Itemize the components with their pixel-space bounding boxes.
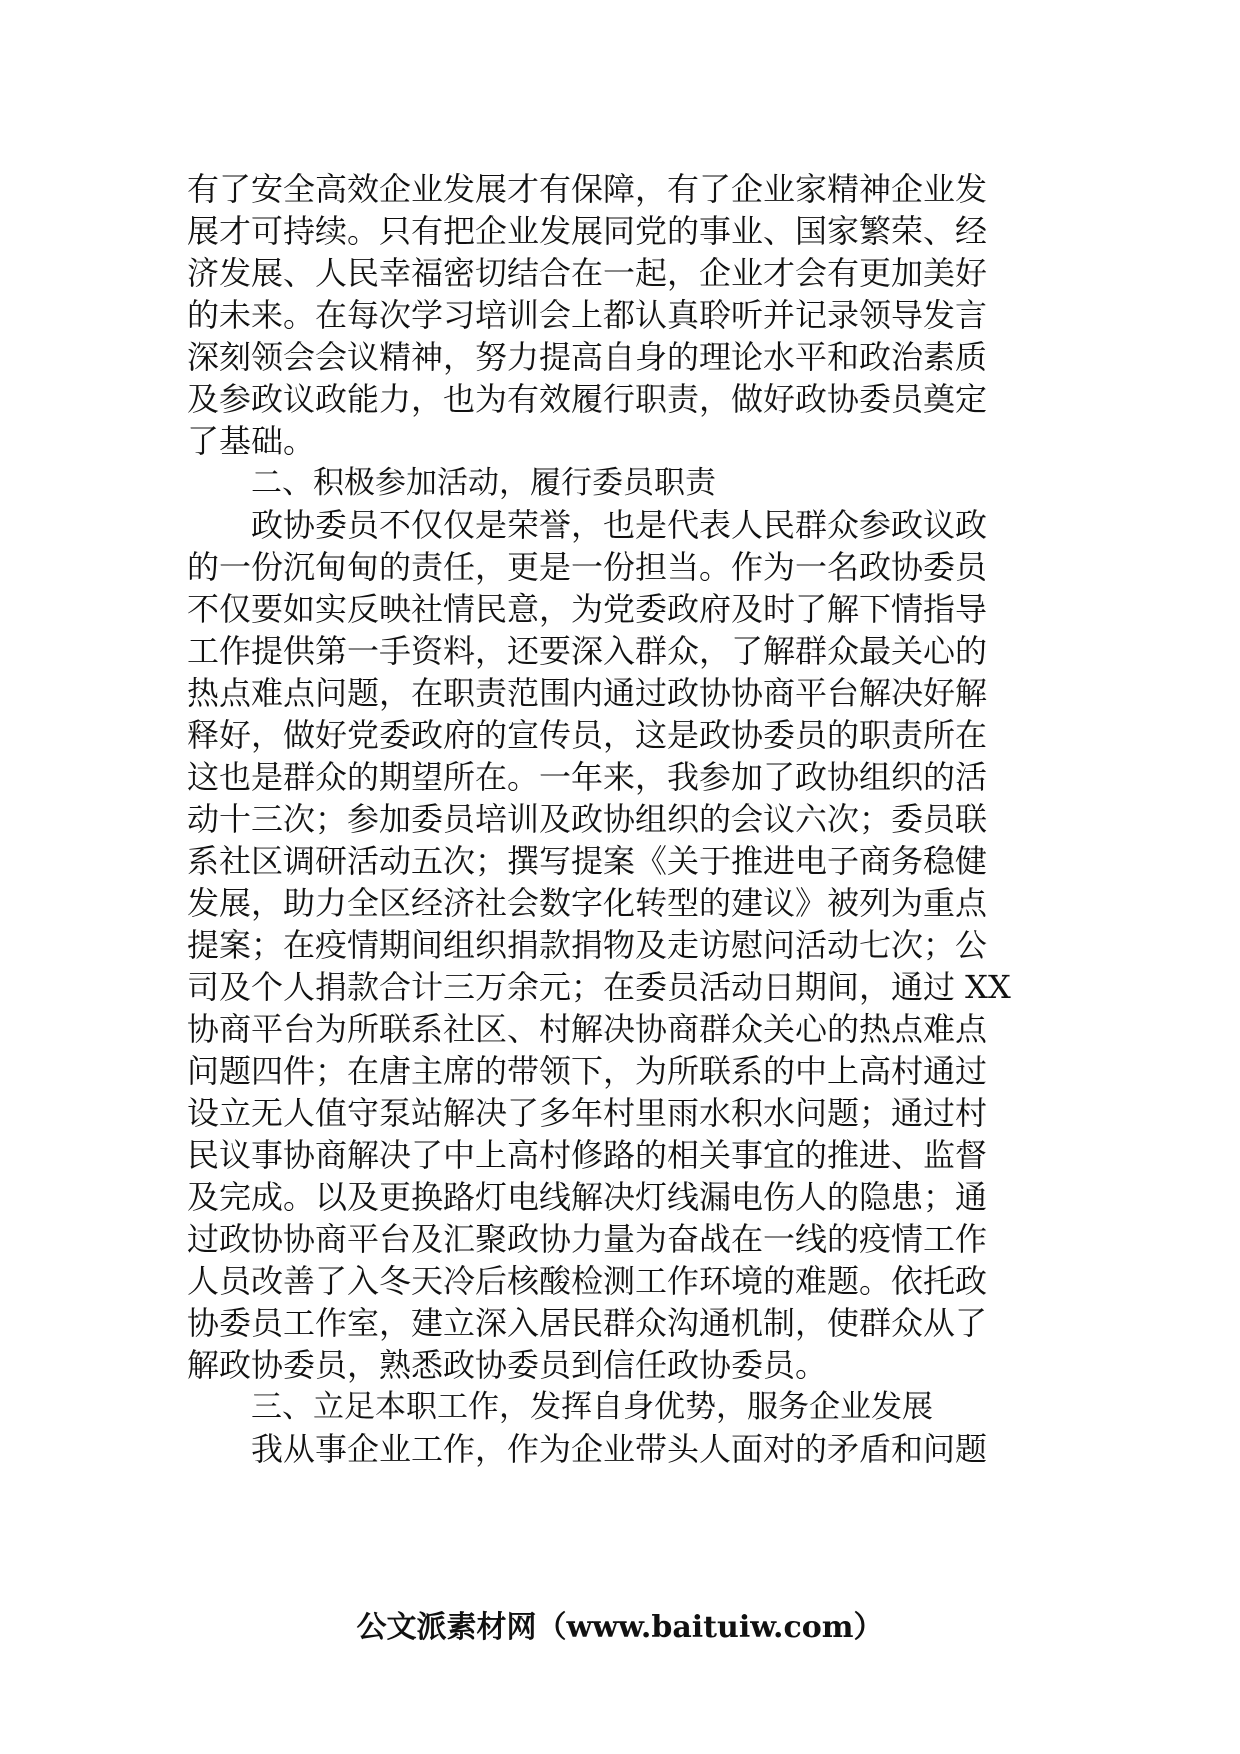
- text-line: 政协委员不仅仅是荣誉，也是代表人民群众参政议政: [251, 506, 988, 544]
- section-heading: 二、积极参加活动，履行委员职责: [251, 465, 716, 501]
- text-line: 提案；在疫情期间组织捐款捐物及走访慰问活动七次；公: [187, 926, 988, 964]
- footer-watermark: 公文派素材网（www.baituiw.com）: [356, 1610, 884, 1645]
- text-line: 及参政议政能力，也为有效履行职责，做好政协委员奠定: [187, 380, 988, 418]
- text-line: 协委员工作室，建立深入居民群众沟通机制，使群众从了: [187, 1304, 988, 1342]
- text-line: 的未来。在每次学习培训会上都认真聆听并记录领导发言: [187, 296, 988, 334]
- text-line: 济发展、人民幸福密切结合在一起，企业才会有更加美好: [187, 254, 988, 292]
- text-line: 解政协委员，熟悉政协委员到信任政协委员。: [187, 1346, 828, 1384]
- text-line: 司及个人捐款合计三万余元；在委员活动日期间，通过 XX: [187, 968, 1011, 1006]
- text-line: 动十三次；参加委员培训及政协组织的会议六次；委员联: [187, 800, 988, 838]
- text-line: 工作提供第一手资料，还要深入群众，了解群众最关心的: [187, 632, 988, 670]
- text-line: 不仅要如实反映社情民意，为党委政府及时了解下情指导: [187, 590, 988, 628]
- text-line: 人员改善了入冬天冷后核酸检测工作环境的难题。依托政: [187, 1262, 988, 1300]
- text-line: 这也是群众的期望所在。一年来，我参加了政协组织的活: [187, 758, 988, 796]
- text-line: 协商平台为所联系社区、村解决协商群众关心的热点难点: [187, 1010, 988, 1048]
- document-body: [187, 168, 1055, 1470]
- text-line: 及完成。以及更换路灯电线解决灯线漏电伤人的隐患；通: [187, 1178, 988, 1216]
- text-line: 问题四件；在唐主席的带领下，为所联系的中上高村通过: [187, 1052, 988, 1090]
- text-line: 释好，做好党委政府的宣传员，这是政协委员的职责所在: [187, 716, 988, 754]
- text-line: 系社区调研活动五次；撰写提案《关于推进电子商务稳健: [187, 842, 988, 880]
- text-line: 民议事协商解决了中上高村修路的相关事宜的推进、监督: [187, 1136, 988, 1174]
- text-line: 了基础。: [187, 422, 316, 460]
- text-line: 发展，助力全区经济社会数字化转型的建议》被列为重点: [187, 884, 988, 922]
- text-line: 展才可持续。只有把企业发展同党的事业、国家繁荣、经: [187, 212, 988, 250]
- text-line: 的一份沉甸甸的责任，更是一份担当。作为一名政协委员: [187, 548, 988, 586]
- section-heading: 三、立足本职工作，发挥自身优势，服务企业发展: [251, 1389, 933, 1425]
- text-line: 设立无人值守泵站解决了多年村里雨水积水问题；通过村: [187, 1094, 988, 1132]
- text-line: 深刻领会会议精神，努力提高自身的理论水平和政治素质: [187, 338, 988, 376]
- text-line: 热点难点问题，在职责范围内通过政协协商平台解决好解: [187, 674, 988, 712]
- text-line: 过政协协商平台及汇聚政协力量为奋战在一线的疫情工作: [187, 1220, 988, 1258]
- text-line: 有了安全高效企业发展才有保障，有了企业家精神企业发: [187, 170, 988, 208]
- text-line: 我从事企业工作，作为企业带头人面对的矛盾和问题: [251, 1430, 988, 1468]
